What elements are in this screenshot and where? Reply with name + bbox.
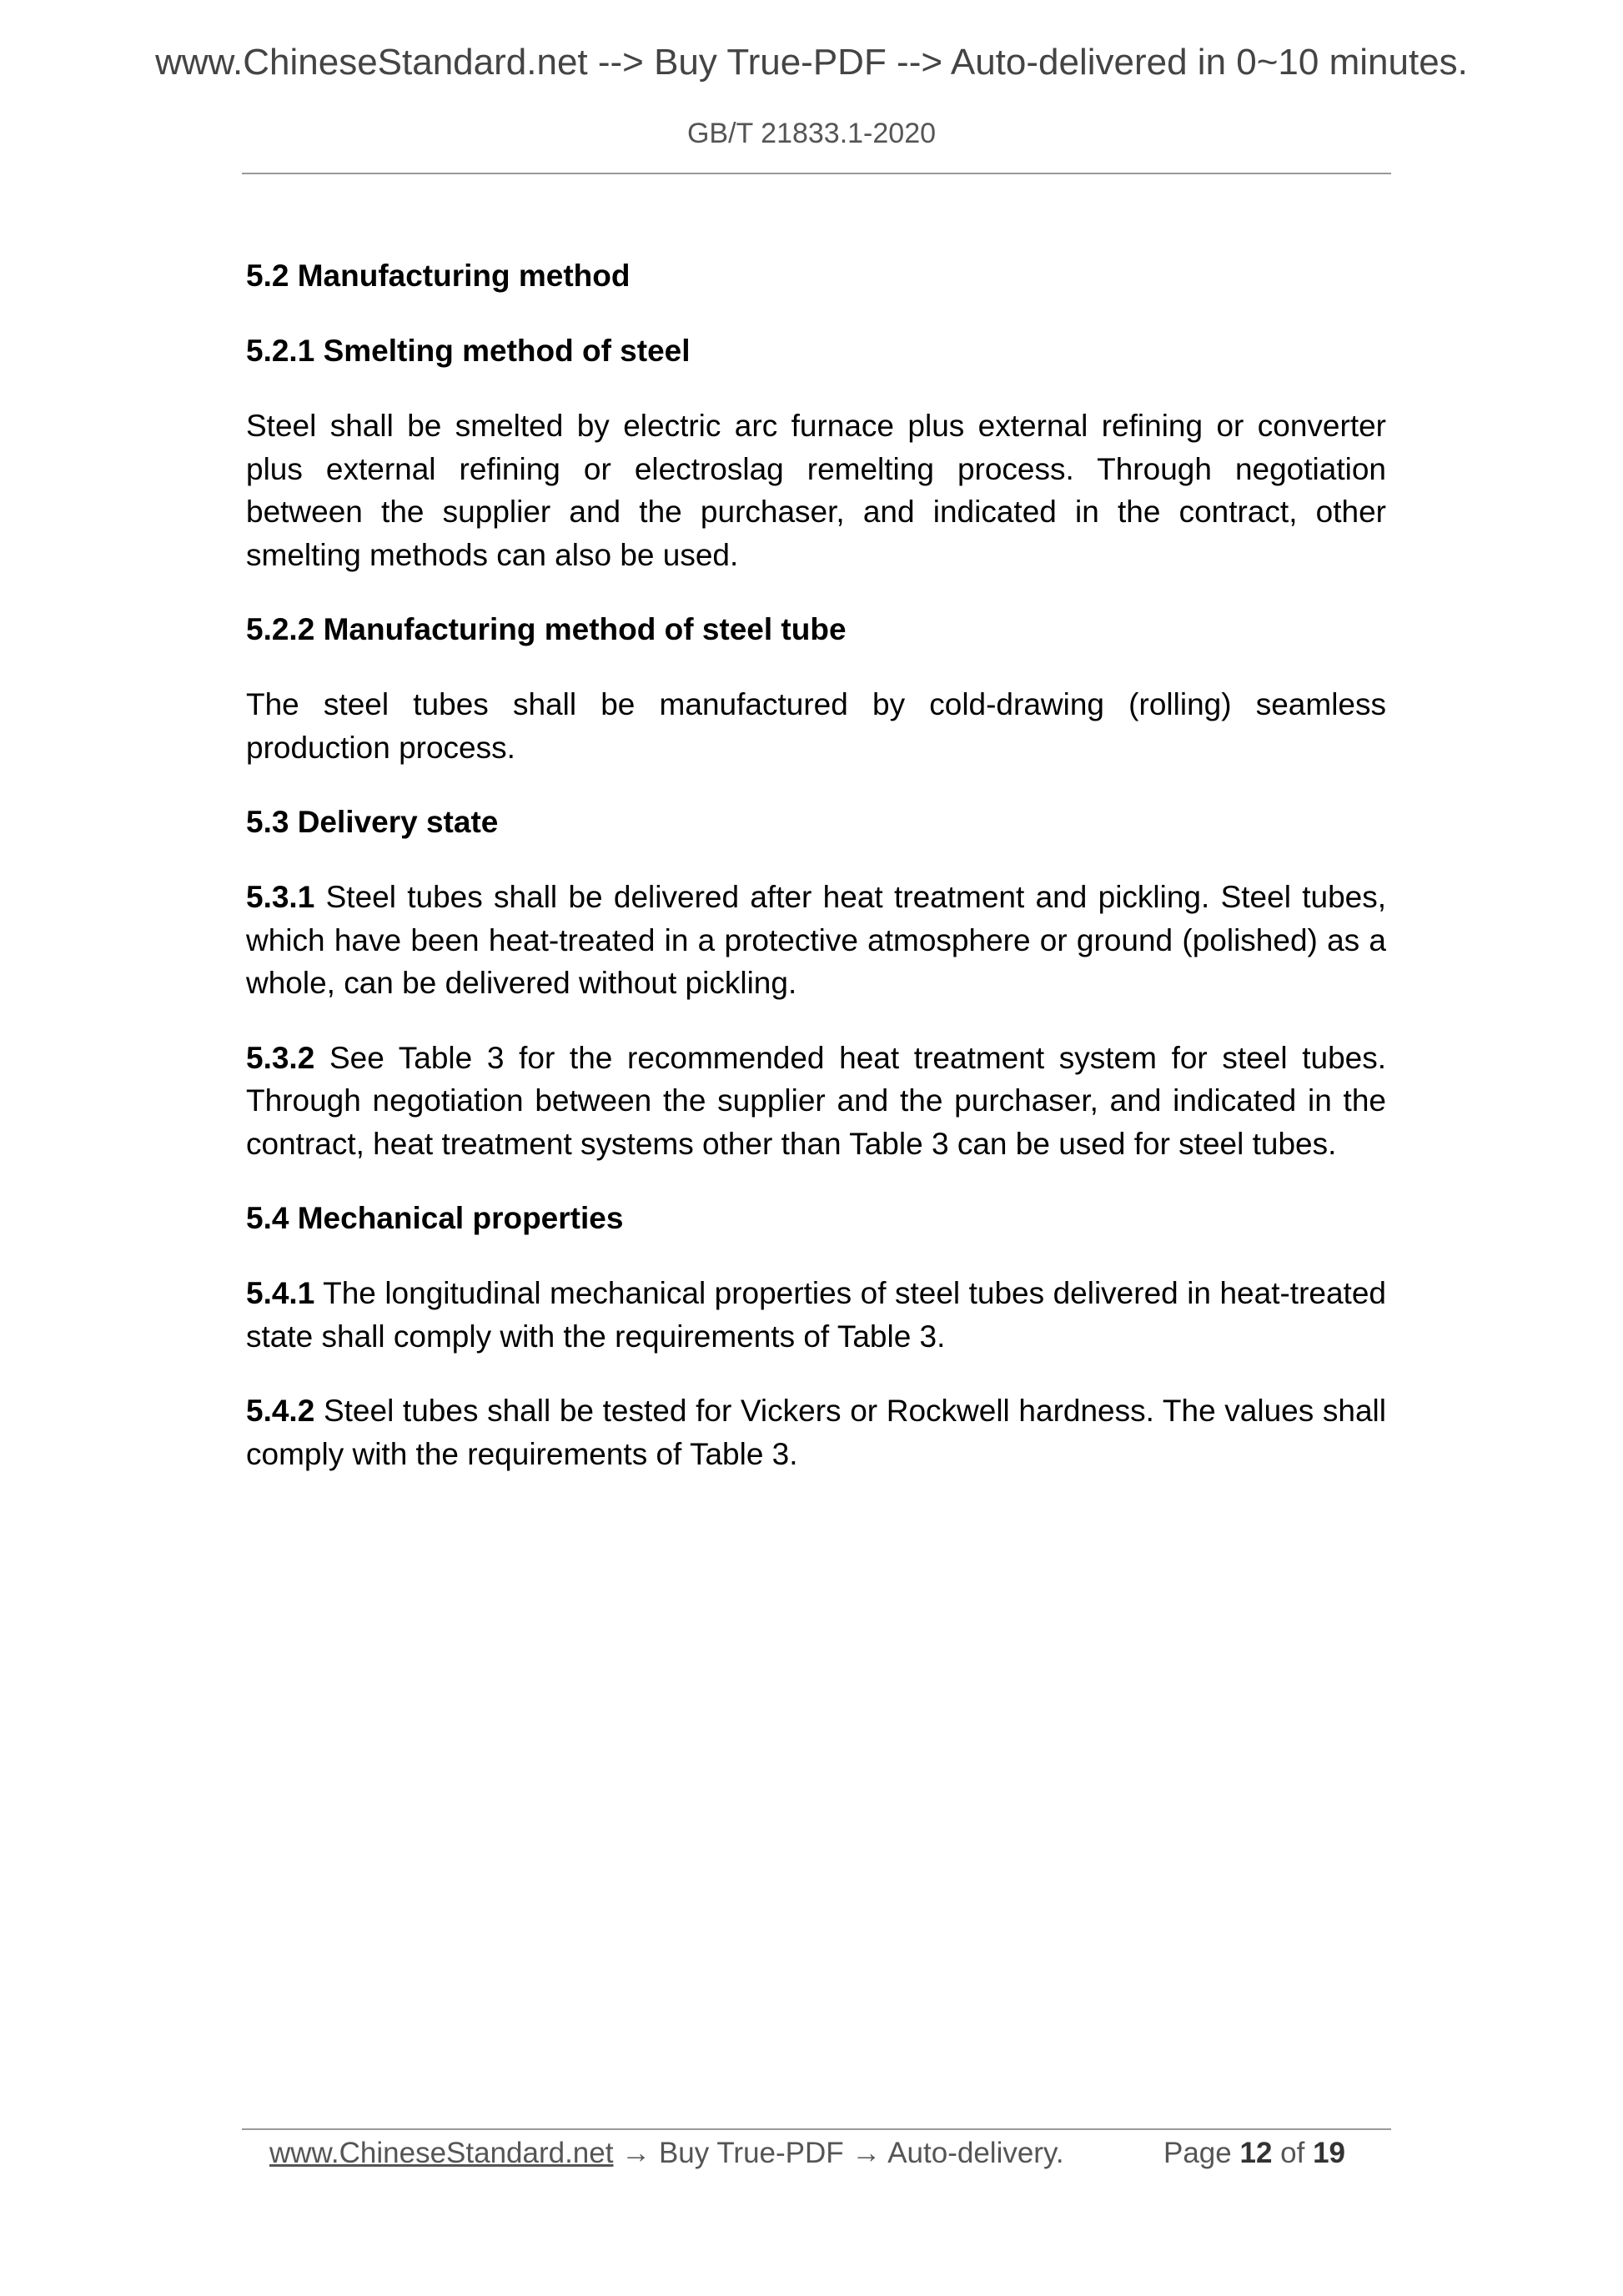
paragraph-5-3-1 [246,876,1386,1005]
clause-text: The longitudinal mechanical properties of steel tubes delivered in heat-treated state shall comply with the requirements of Table 3. [246,1276,1386,1354]
page-content [246,254,1386,1507]
clause-text: Steel tubes shall be delivered after heat treatment and pickling. Steel tubes, which have been heat-treated in a protective atmosphere or ground (polished) as a whole, can be delivered without pickling. [246,880,1387,1000]
paragraph-5-4-1 [246,1272,1386,1358]
paragraph-5-3-2 [246,1037,1386,1166]
heading-5-2-2: 5.2.2 Manufacturing method of steel tube [246,612,847,646]
page-indicator [1163,2135,1345,2172]
clause-number: 5.3.1 [246,880,315,914]
clause-number: 5.4.1 [246,1276,315,1310]
document-code: GB/T 21833.1-2020 [686,118,937,149]
footer-promo [269,2135,1064,2172]
clause-number: 5.3.2 [246,1040,315,1075]
clause-number: 5.4.2 [246,1394,315,1428]
footer-buy-text: Buy True-PDF [658,2137,844,2169]
footer-auto-text: Auto-delivery. [887,2137,1064,2169]
paragraph-5-4-2 [246,1389,1386,1475]
footer-site-link[interactable]: www.ChineseStandard.net [269,2137,614,2169]
total-pages: 19 [1313,2137,1346,2169]
footer-divider [242,2128,1391,2130]
paragraph-5-2-2: The steel tubes shall be manufactured by cold-drawing (rolling) seamless production process. [246,687,1386,765]
arrow-right-icon: → [621,2137,651,2169]
of-label: of [1280,2137,1305,2169]
paragraph-5-2-1: Steel shall be smelted by electric arc furnace plus external refining or converter plus external refining or electroslag remelting process. Through negotiation between the supplier and the purchaser, and indicated in the contract, other smelting methods can also be used. [246,409,1386,572]
heading-5-4: 5.4 Mechanical properties [246,1201,624,1235]
page-number: 12 [1239,2137,1273,2169]
page-label: Page [1163,2137,1232,2169]
site-banner: www.ChineseStandard.net --> Buy True-PDF --> Auto-delivered in 0~10 minutes. [155,42,1468,83]
clause-text: Steel tubes shall be tested for Vickers or Rockwell hardness. The values shall comply with the requirements of Table 3. [246,1394,1386,1471]
heading-5-2-1: 5.2.1 Smelting method of steel [246,334,691,368]
heading-5-2: 5.2 Manufacturing method [246,259,631,293]
arrow-right-icon: → [852,2137,882,2169]
heading-5-3: 5.3 Delivery state [246,805,499,839]
clause-text: See Table 3 for the recommended heat treatment system for steel tubes. Through negotiation between the supplier and the purchaser, and indicated in the contract, heat treatment systems other than Table 3 can be used for steel tubes. [246,1040,1386,1161]
header-divider [242,173,1391,174]
